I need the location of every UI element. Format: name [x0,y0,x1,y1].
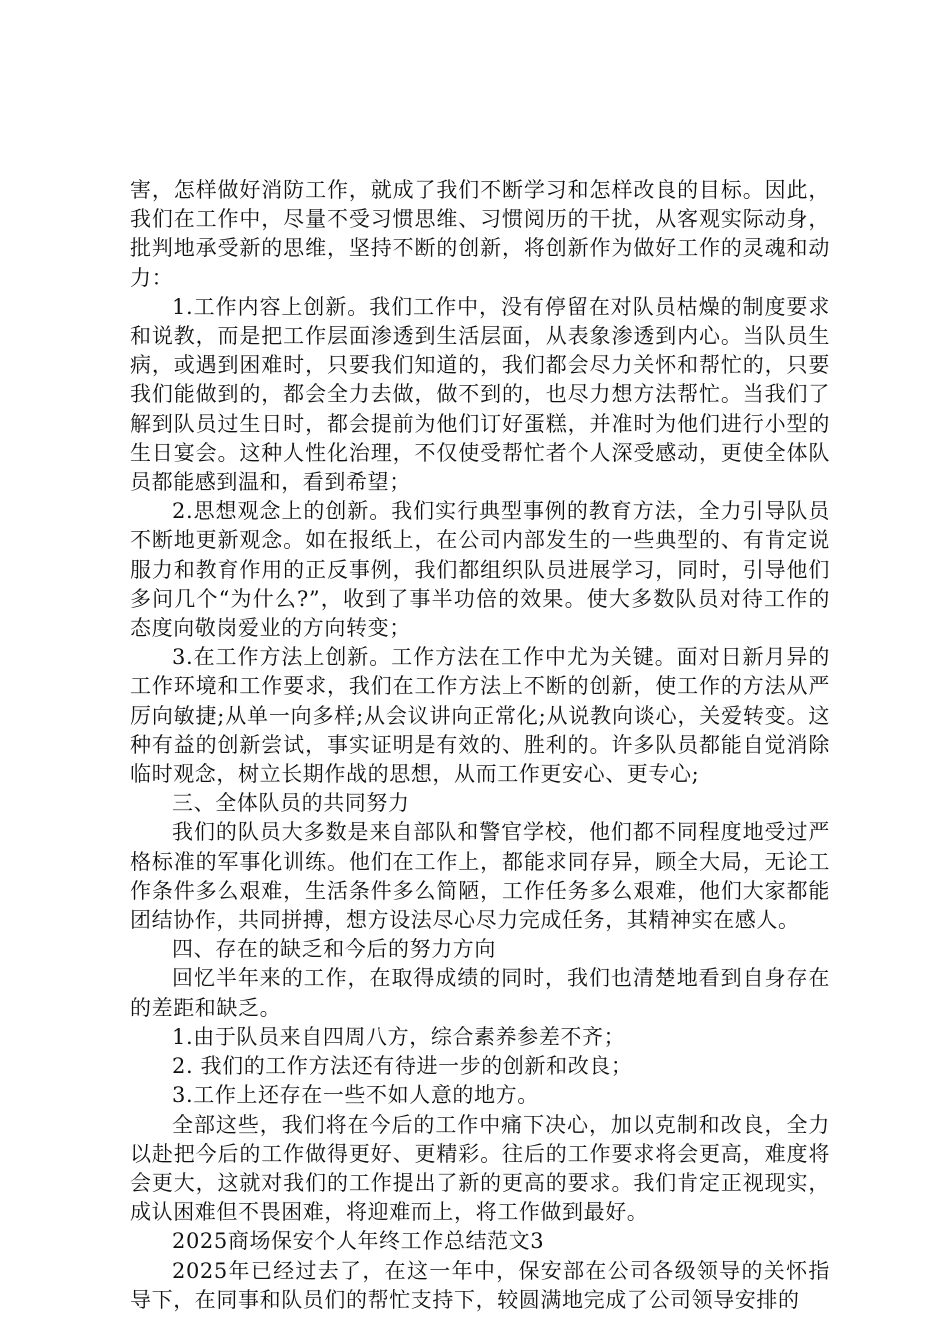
list-item: 3.工作上还存在一些不如人意的地方。 [172,1083,539,1108]
paragraph: 1.工作内容上创新。我们工作中，没有停留在对队员枯燥的制度要求和说教，而是把工作层面渗透到生活层面，从表象渗透到内心。当队员生病，或遇到困难时，只要我们知道的，我们都会尽力关怀和帮忙的，只要我们能做到的，都会全力去做，做不到的，也尽力想方法帮忙。当我们了解到队员过生日时，都会提前为他们订好蛋糕，并准时为他们进行小型的生日宴会。这种人性化治理，不仅使受帮忙者个人深受感动，更使全体队员都能感到温和，看到希望； [130,294,830,495]
paragraph: 害，怎样做好消防工作，就成了我们不断学习和怎样改良的目标。因此，我们在工作中，尽量不受习惯思维、习惯阅历的干扰，从客观实际动身，批判地承受新的思维，坚持不断的创新，将创新作为做好工作的灵魂和动力： [130,178,830,290]
list-item: 2. 我们的工作方法还有待进一步的创新和改良； [172,1054,633,1079]
list-item: 1.由于队员来自四周八方，综合素养参差不齐； [172,1024,626,1049]
paragraph: 3.在工作方法上创新。工作方法在工作中尤为关键。面对日新月异的工作环境和工作要求，我们在工作方法上不断的创新，使工作的方法从严厉向敏捷;从单一向多样;从会议讲向正常化;从说教向谈心，关爱转变。这种有益的创新尝试，事实证明是有效的、胜利的。许多队员都能自觉消除临时观念，树立长期作战的思想，从而工作更安心、更专心; [130,645,830,787]
paragraph: 2.思想观念上的创新。我们实行典型事例的教育方法，全力引导队员不断地更新观念。如在报纸上，在公司内部发生的一些典型的、有肯定说服力和教育作用的正反事例，我们都组织队员进展学习，同时，引导他们多问几个“为什么?”，收到了事半功倍的效果。使大多数队员对待工作的态度向敬岗爱业的方向转变； [130,499,830,641]
paragraph: 2025年已经过去了，在这一年中，保安部在公司各级领导的关怀指导下，在同事和队员们的帮忙支持下，较圆满地完成了公司领导安排的 [130,1258,830,1312]
paragraph: 全部这些，我们将在今后的工作中痛下决心，加以克制和改良，全力以赴把今后的工作做得更好、更精彩。往后的工作要求将会更高，难度将会更大，这就对我们的工作提出了新的更高的要求。我们肯定正视现实，成认困难但不畏困难，将迎难而上，将工作做到最好。 [130,1112,830,1225]
paragraph: 我们的队员大多数是来自部队和警官学校，他们都不同程度地受过严格标准的军事化训练。他们在工作上，都能求同存异，顾全大局，无论工作条件多么艰难，生活条件多么简陋，工作任务多么艰难，他们大家都能团结协作，共同拼搏，想方设法尽心尽力完成任务，其精神实在感人。 [130,820,830,933]
document-subtitle: 2025商场保安个人年终工作总结范文3 [172,1229,545,1254]
document-body [130,176,830,1315]
section-heading: 四、存在的缺乏和今后的努力方向 [172,937,496,962]
section-heading: 三、全体队员的共同努力 [172,791,410,816]
paragraph: 回忆半年来的工作，在取得成绩的同时，我们也清楚地看到自身存在的差距和缺乏。 [130,966,830,1020]
